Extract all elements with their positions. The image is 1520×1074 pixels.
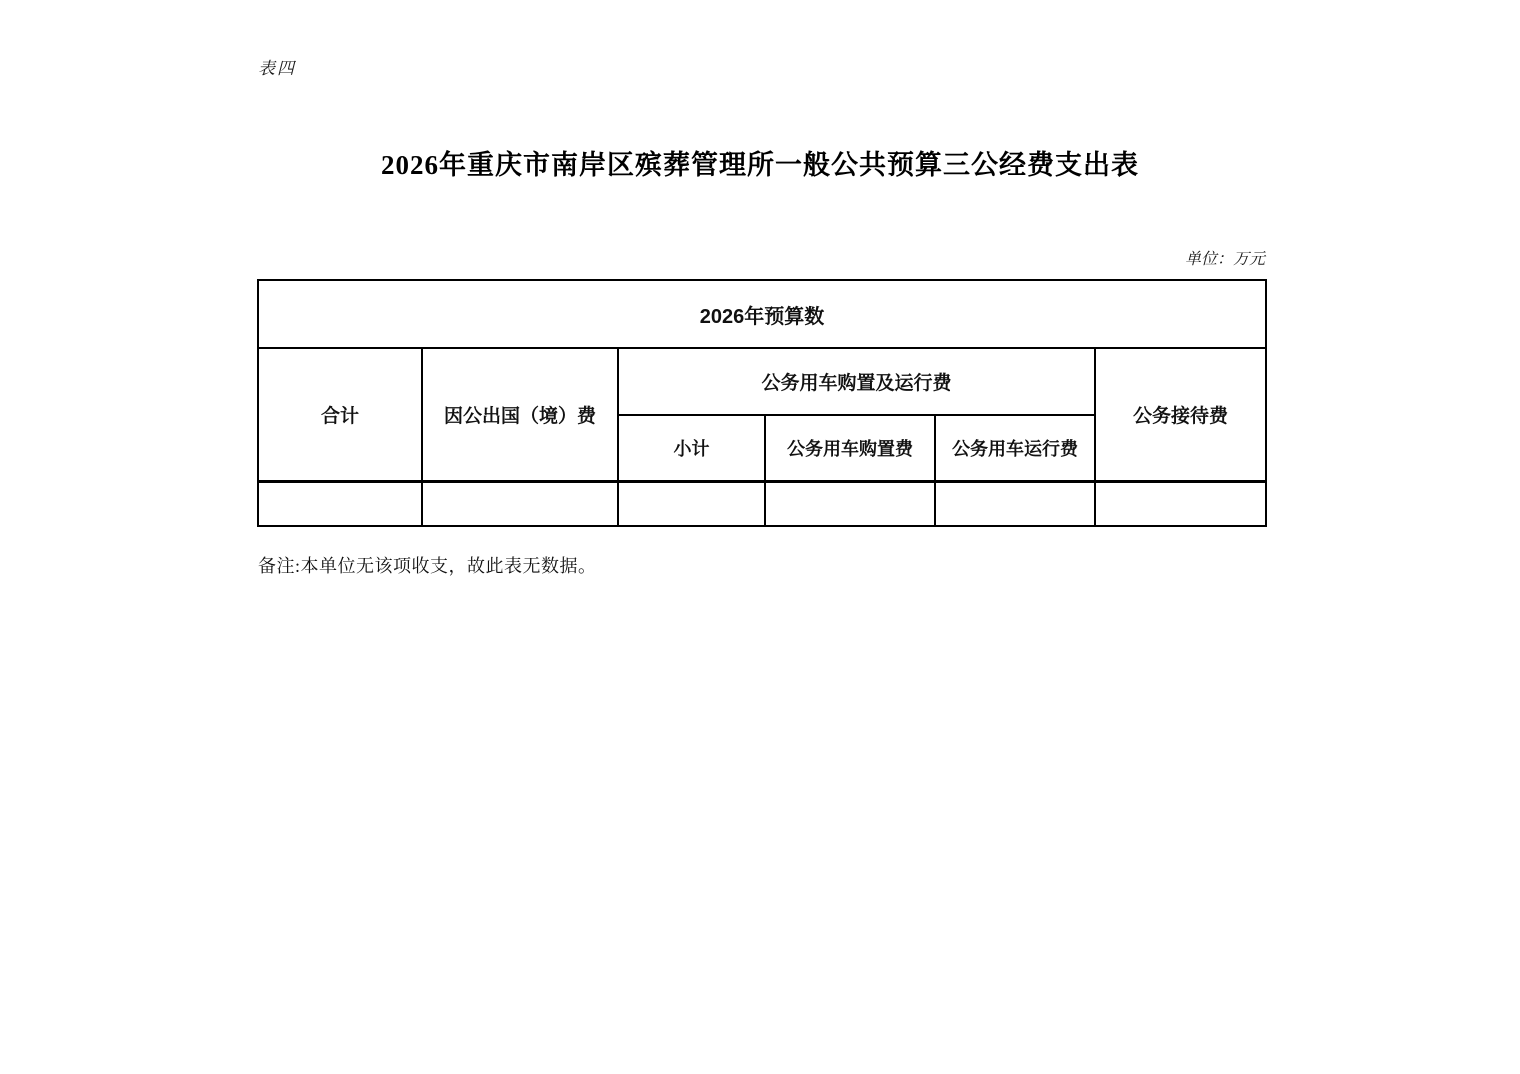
header-cell-vehicle-purchase: 公务用车购置费 (765, 415, 935, 481)
header-cell-vehicle-group: 公务用车购置及运行费 (618, 348, 1095, 415)
data-cell-vehicle-operation (935, 481, 1095, 526)
footnote: 备注:本单位无该项收支，故此表无数据。 (258, 556, 597, 576)
data-cell-overseas (422, 481, 618, 526)
data-cell-total (258, 481, 422, 526)
data-cell-vehicle-purchase (765, 481, 935, 526)
table-number-label: 表四 (258, 59, 296, 79)
header-cell-overseas: 因公出国（境）费 (422, 348, 618, 481)
data-cell-vehicle-subtotal (618, 481, 765, 526)
table-row (258, 280, 1266, 348)
header-cell-vehicle-subtotal: 小计 (618, 415, 765, 481)
page-title: 2026年重庆市南岸区殡葬管理所一般公共预算三公经费支出表 (381, 150, 1139, 180)
data-cell-reception (1095, 481, 1266, 526)
table-row (258, 481, 1266, 526)
year-header-cell: 2026年预算数 (258, 280, 1266, 348)
header-cell-reception: 公务接待费 (1095, 348, 1266, 481)
header-cell-total: 合计 (258, 348, 422, 481)
header-cell-vehicle-operation: 公务用车运行费 (935, 415, 1095, 481)
unit-label: 单位：万元 (1184, 249, 1265, 268)
budget-table (257, 279, 1267, 527)
table-row (258, 348, 1266, 415)
